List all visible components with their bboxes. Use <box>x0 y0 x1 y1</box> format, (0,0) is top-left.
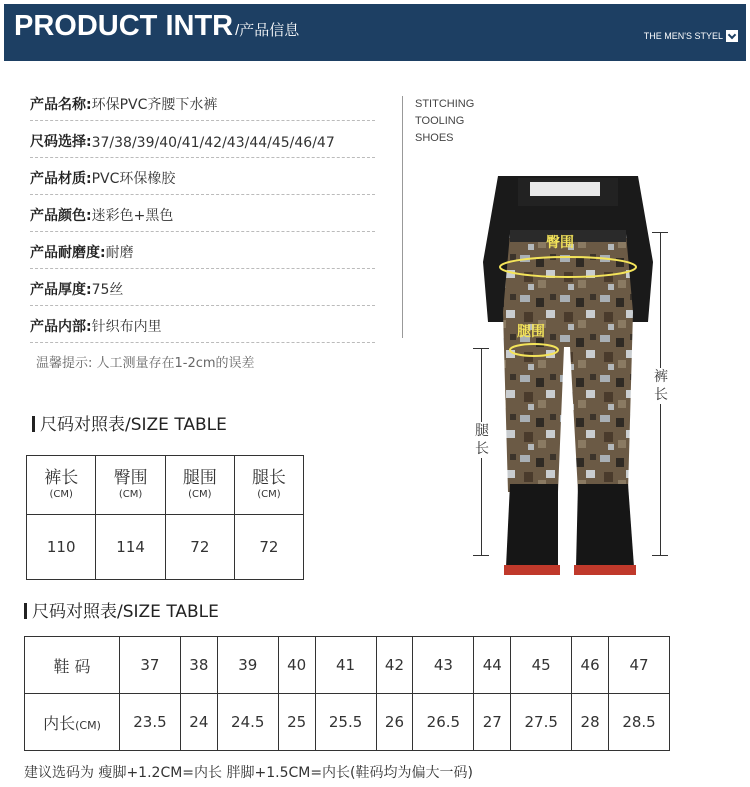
spec-key: 产品内部: <box>30 319 92 335</box>
table-cell: 25 <box>278 694 315 751</box>
table-cell: 24.5 <box>217 694 278 751</box>
title-marker <box>32 416 35 432</box>
stitching-line: STITCHING <box>415 98 475 110</box>
stitching-text <box>415 96 474 147</box>
size-advice-note: 建议选码为 瘦脚+1.2CM=内长 胖脚+1.5CM=内长(鞋码均为偏大一码) <box>24 765 473 781</box>
title-main: PRODUCT INTR <box>14 10 234 42</box>
leg-length-label <box>474 422 490 458</box>
table-cell: 45 <box>511 637 572 694</box>
spec-value: 环保PVC齐腰下水裤 <box>91 97 218 113</box>
header-banner <box>0 0 750 65</box>
divider <box>402 96 403 338</box>
spec-value: PVC环保橡胶 <box>91 171 176 187</box>
row-label-text: 内长 <box>43 713 76 733</box>
table-header-cell <box>96 456 165 515</box>
shoe-table-title <box>24 597 219 622</box>
header-unit: (CM) <box>257 489 281 500</box>
table-row <box>27 515 304 580</box>
table-row <box>25 694 670 751</box>
spec-value: 37/38/39/40/41/42/43/44/45/46/47 <box>91 135 335 151</box>
table-header-row <box>27 456 304 515</box>
table-cell: 28.5 <box>609 694 670 751</box>
table-header-cell <box>234 456 303 515</box>
spec-row <box>30 195 375 232</box>
header-label: 腿长 <box>251 468 286 488</box>
table-cell: 37 <box>120 637 181 694</box>
leg-length-char: 腿 <box>475 423 489 439</box>
spec-key: 尺码选择: <box>30 134 92 150</box>
table-cell: 28 <box>572 694 609 751</box>
row-label <box>25 694 120 751</box>
shoe-table-title-text: 尺码对照表/SIZE TABLE <box>32 602 219 622</box>
table-cell: 44 <box>474 637 511 694</box>
table-cell: 38 <box>180 637 217 694</box>
table-header-cell <box>165 456 234 515</box>
table-cell: 26 <box>376 694 413 751</box>
spec-key: 产品材质: <box>30 171 92 187</box>
header-unit: (CM) <box>49 489 73 500</box>
stitching-line: SHOES <box>415 132 454 144</box>
table-cell: 43 <box>413 637 474 694</box>
table-cell: 27 <box>474 694 511 751</box>
shoe-size-table <box>24 636 670 751</box>
table-cell: 40 <box>278 637 315 694</box>
pant-length-label <box>653 368 669 404</box>
title-sub: /产品信息 <box>235 22 300 39</box>
table-cell: 47 <box>609 637 670 694</box>
spec-value: 针织布内里 <box>91 319 162 335</box>
spec-row <box>30 84 375 121</box>
spec-key: 产品厚度: <box>30 282 92 298</box>
table-header-cell <box>27 456 96 515</box>
page-title <box>14 10 299 43</box>
spec-row <box>30 232 375 269</box>
header-right-link <box>644 30 738 42</box>
chevron-down-icon <box>726 30 738 42</box>
table-cell: 72 <box>234 515 303 580</box>
header-label: 裤长 <box>44 468 79 488</box>
table-cell: 25.5 <box>315 694 376 751</box>
spec-list <box>30 84 375 343</box>
thigh-label: 腿围 <box>517 324 545 340</box>
table-cell: 39 <box>217 637 278 694</box>
table-cell: 27.5 <box>511 694 572 751</box>
header-label: 腿围 <box>182 468 217 488</box>
spec-row <box>30 158 375 195</box>
pant-length-char: 裤 <box>654 369 668 385</box>
spec-value: 耐磨 <box>105 245 134 261</box>
table-cell: 23.5 <box>120 694 181 751</box>
table-cell: 24 <box>180 694 217 751</box>
spec-key: 产品颜色: <box>30 208 92 224</box>
table-cell: 41 <box>315 637 376 694</box>
table-cell: 42 <box>376 637 413 694</box>
spec-row <box>30 121 375 158</box>
header-right-text: THE MEN'S STYEL <box>643 31 723 41</box>
tip-text: 温馨提示: 人工测量存在1-2cm的误差 <box>36 356 255 371</box>
spec-value: 迷彩色+黑色 <box>91 208 174 224</box>
spec-key: 产品耐磨度: <box>30 245 106 261</box>
table-row <box>25 637 670 694</box>
table-cell: 114 <box>96 515 165 580</box>
header-unit: (CM) <box>188 489 212 500</box>
table-cell: 110 <box>27 515 96 580</box>
hip-label: 臀围 <box>546 235 574 251</box>
leg-length-tick <box>473 555 489 556</box>
header-unit: (CM) <box>118 489 143 500</box>
pant-length-char: 长 <box>654 387 668 403</box>
row-label: 鞋 码 <box>25 637 120 694</box>
pant-length-tick <box>652 232 668 233</box>
leg-length-char: 长 <box>475 441 489 457</box>
table-cell: 26.5 <box>413 694 474 751</box>
title-marker <box>24 603 27 619</box>
row-label-unit: (CM) <box>75 718 101 732</box>
pant-length-tick <box>652 555 668 556</box>
spec-row <box>30 269 375 306</box>
size-table-title-text: 尺码对照表/SIZE TABLE <box>40 415 227 435</box>
stitching-line: TOOLING <box>415 115 465 127</box>
size-table <box>26 455 304 580</box>
leg-length-tick <box>473 348 489 349</box>
spec-row <box>30 306 375 343</box>
header-label: 臀围 <box>113 468 148 488</box>
table-cell: 46 <box>572 637 609 694</box>
spec-key: 产品名称: <box>30 97 92 113</box>
size-table-title <box>32 410 227 435</box>
table-cell: 72 <box>165 515 234 580</box>
spec-value: 75丝 <box>91 282 124 298</box>
